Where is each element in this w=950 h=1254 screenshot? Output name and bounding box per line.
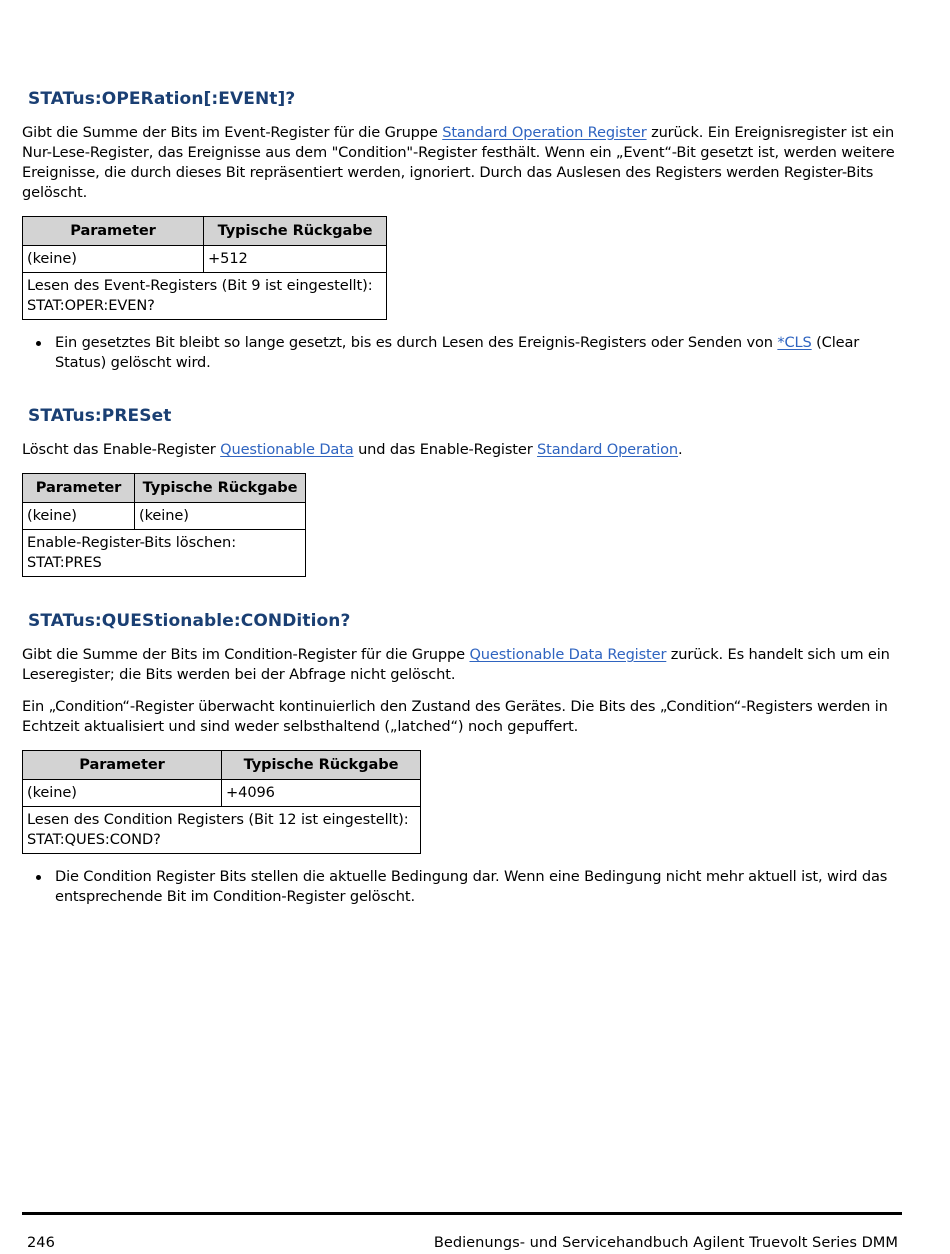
- bullet-icon: [36, 875, 41, 880]
- example-description: Lesen des Condition Registers (Bit 12 ist eingestellt):: [27, 811, 409, 828]
- section-description: [22, 123, 902, 203]
- description-paragraph: [22, 645, 902, 685]
- standard-operation-link[interactable]: Standard Operation: [537, 441, 679, 458]
- section-status-questionable-condition: [22, 611, 902, 631]
- return-value: +4096: [222, 780, 421, 807]
- footer-document-title: Bedienungs- und Servicehandbuch Agilent Truevolt Series DMM: [433, 1234, 898, 1251]
- section-heading: STATus:OPERation[:EVENt]?: [28, 89, 296, 109]
- section-status-operation-event: [22, 89, 902, 109]
- text-run: (Clear Status) gelöscht wird.: [55, 334, 860, 371]
- note-bullet-block: [22, 333, 902, 373]
- column-header-parameter: Parameter: [23, 217, 204, 246]
- description-paragraph: Ein „Condition“-Register überwacht kontinuierlich den Zustand des Gerätes. Die Bits des „Condition“-Registers werden in Echtzeit aktualisiert und sind weder selbsthaltend („latched“) noch gepuffert.: [22, 698, 888, 735]
- section-description: [22, 645, 902, 685]
- standard-operation-register-link[interactable]: Standard Operation Register: [442, 124, 647, 141]
- text-run: zurück. Ein Ereignisregister ist ein Nur-Lese-Register, das Ereignisse aus dem "Condition"-Register festhält. Wenn ein „Event“-Bit gesetzt ist, werden weitere Ereignisse, die durch dieses Bit repräsentiert werden, ignoriert. Durch das Auslesen des Registers werden Register-Bits gelöscht.: [22, 124, 895, 201]
- bullet-icon: [36, 341, 41, 346]
- questionable-data-register-link[interactable]: Questionable Data Register: [469, 646, 667, 663]
- cls-command-link[interactable]: *CLS: [777, 334, 812, 351]
- text-run: Löscht das Enable-Register: [22, 441, 221, 458]
- page-number: 246: [27, 1234, 55, 1251]
- parameter-table-block: [22, 216, 902, 320]
- text-run: zurück. Es handelt sich um ein Leseregister; die Bits werden bei der Abfrage nicht gelöscht.: [22, 646, 890, 683]
- parameter-value: (keine): [23, 780, 222, 807]
- text-run: Die Condition Register Bits stellen die aktuelle Bedingung dar. Wenn eine Bedingung nicht mehr aktuell ist, wird das entsprechende Bit im Condition-Register gelöscht.: [55, 868, 888, 905]
- column-header-parameter: Parameter: [23, 474, 135, 503]
- column-header-return: Typische Rückgabe: [204, 217, 387, 246]
- parameter-value: (keine): [23, 503, 135, 530]
- parameter-table-block: [22, 750, 902, 854]
- example-cell: [23, 530, 306, 577]
- column-header-return: Typische Rückgabe: [222, 751, 421, 780]
- example-command: STAT:QUES:COND?: [27, 831, 161, 848]
- parameter-value: (keine): [23, 246, 204, 273]
- text-run: Ein gesetztes Bit bleibt so lange gesetzt, bis es durch Lesen des Ereignis-Registers oder Senden von: [55, 334, 778, 351]
- note-bullet-block: [22, 867, 902, 907]
- text-run: und das Enable-Register: [353, 441, 538, 458]
- section-heading: STATus:PRESet: [28, 406, 172, 426]
- return-value: (keine): [135, 503, 306, 530]
- parameter-table: [22, 216, 387, 320]
- example-description: Lesen des Event-Registers (Bit 9 ist eingestellt):: [27, 277, 373, 294]
- example-description: Enable-Register-Bits löschen:: [27, 534, 237, 551]
- section-status-preset: [22, 406, 902, 426]
- section-description-2: [22, 697, 902, 737]
- note-bullet: [22, 333, 902, 373]
- description-paragraph: [22, 440, 902, 460]
- text-run: Gibt die Summe der Bits im Event-Register für die Gruppe: [22, 124, 443, 141]
- parameter-table: [22, 473, 306, 577]
- example-cell: [23, 273, 387, 320]
- text-run: .: [678, 441, 683, 458]
- example-command: STAT:OPER:EVEN?: [27, 297, 155, 314]
- example-cell: [23, 807, 421, 854]
- example-command: STAT:PRES: [27, 554, 102, 571]
- section-heading: STATus:QUEStionable:CONDition?: [28, 611, 351, 631]
- parameter-table-block: [22, 473, 902, 577]
- footer-divider: [22, 1212, 902, 1215]
- section-description: [22, 440, 902, 460]
- description-paragraph: [22, 123, 902, 203]
- note-bullet: [22, 867, 902, 907]
- text-run: Gibt die Summe der Bits im Condition-Register für die Gruppe: [22, 646, 470, 663]
- parameter-table: [22, 750, 421, 854]
- column-header-parameter: Parameter: [23, 751, 222, 780]
- questionable-data-link[interactable]: Questionable Data: [220, 441, 354, 458]
- column-header-return: Typische Rückgabe: [135, 474, 306, 503]
- return-value: +512: [204, 246, 387, 273]
